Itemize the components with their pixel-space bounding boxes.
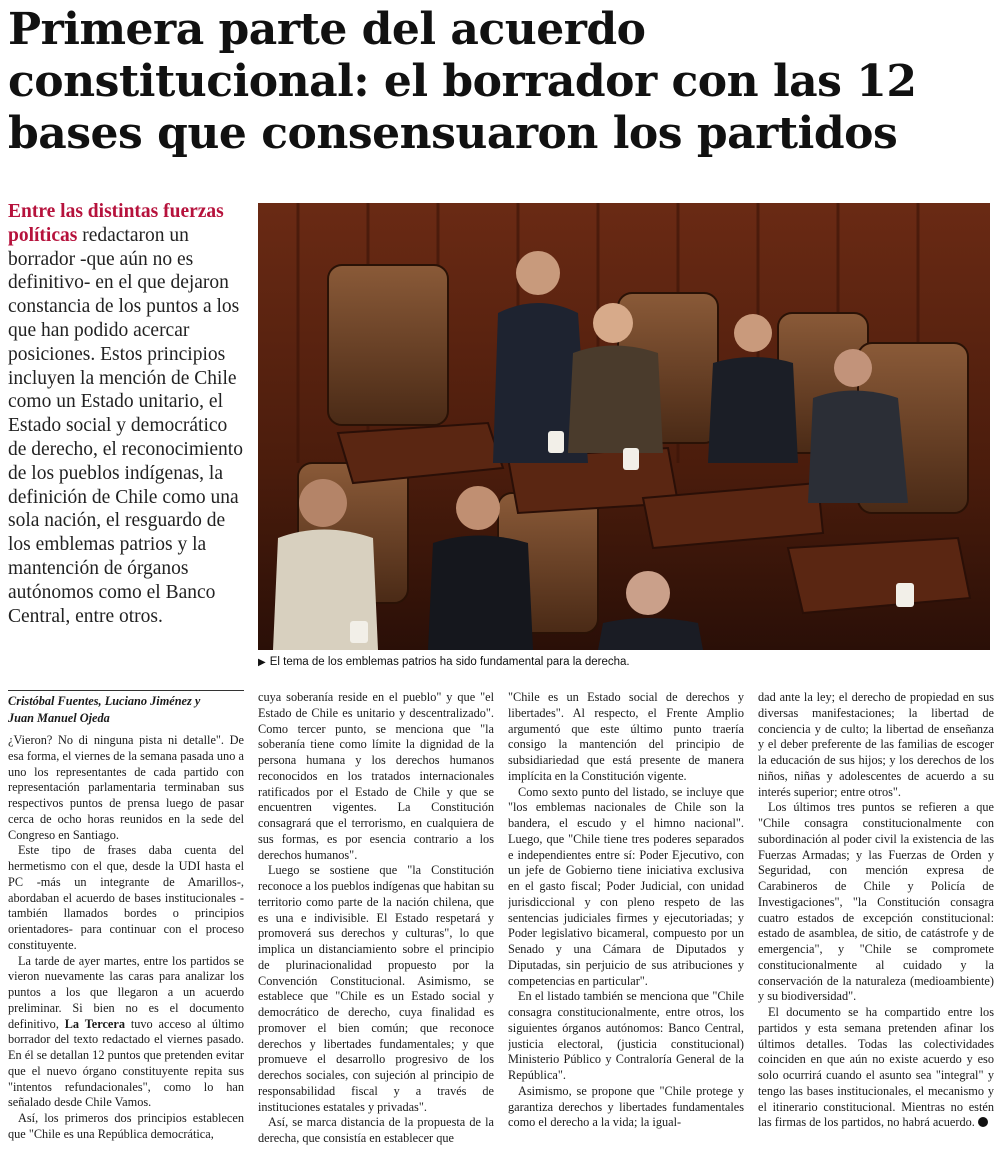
end-of-article-icon [978, 1117, 988, 1127]
article-lede [8, 200, 248, 628]
paragraph: ¿Vieron? No di ninguna pista ni detalle". De esa forma, el viernes de la semana pasada uno a uno los representantes de cada partido con representación parlamentaria terminaban sus respectivos puntos de prensa luego de pasar cerca de ocho horas reunidos en la sede del Congreso en Santiago. [8, 733, 244, 842]
paragraph: Los últimos tres puntos se refieren a que "Chile consagra constitucionalmente con subordinación al poder civil la existencia de las Fuerzas Armadas; y las Fuerzas de Orden y Seguridad, con mención expresa de Carabineros de Chile y Policía de Investigaciones", "la Constitución consagra cuatro estados de excepción constitucional: estado de asamblea, de sitio, de catástrofe y de emergencia", y "Chile se compromete constitucionalmente al cuidado y la conservación de la naturaleza (medioambiente) y su biodiversidad". [758, 800, 994, 1004]
paragraph [758, 1005, 994, 1131]
caption-text: El tema de los emblemas patrios ha sido fundamental para la derecha. [269, 656, 630, 668]
body-column-3 [508, 690, 744, 1162]
article-photo [258, 203, 990, 650]
paragraph [8, 954, 244, 1112]
paragraph: Este tipo de frases daba cuenta del hermetismo con el que, desde la UDI hasta el PC -más un integrante de Amarillos-, abordaban el acuerdo de bases institucionales -también llamados bordes o principios orientadores- para continuar con el proceso constituyente. [8, 843, 244, 952]
headline-line-1: Primera parte del acuerdo [8, 4, 646, 55]
paragraph: dad ante la ley; el derecho de propiedad en sus diversas manifestaciones; la libertad de conciencia y de culto; la libertad de enseñanza y el deber preferente de las familias de escoger la educación de sus hijos; y los derechos de los niños, niñas y adolescentes de acuerdo a su interés superior; entre otros". [758, 690, 994, 799]
paragraph: Asimismo, se propone que "Chile protege y garantiza derechos y libertades fundamentales como el derecho a la vida; la igual- [508, 1083, 744, 1130]
body-column-4 [758, 690, 994, 1162]
photo-caption [258, 655, 990, 670]
paragraph-text: tuvo acceso al último borrador del texto redactado el viernes pasado. En él se detallan 12 puntos que pretenden evitar que el nuevo órgano constituyente repita sus "intentos refundacionales", como lo han señalado desde Chile Vamos. [8, 1016, 244, 1110]
paragraph: Luego se sostiene que "la Constitución reconoce a los pueblos indígenas que habitan su territorio como parte de la nación chilena, que es una e indivisible. El Estado respetará y promoverá sus derechos y culturas", lo que implica un distanciamiento sobre el principio de plurinacionalidad propuesto por la Convención Constitucional. Asimismo, se establece que "Chile es un Estado social y democrático de derecho, cuya finalidad es promover el bien común; que reconoce derechos y libertades fundamentales; y que promueve el desarrollo progresivo de los derechos sociales, con sujeción al principio de responsabilidad fiscal y a través de instituciones estatales y privadas". [258, 863, 494, 1114]
body-column-1 [8, 690, 244, 1162]
publication-name: La Tercera [64, 1016, 125, 1031]
lede-accent: Entre las distintas fuerzas políticas [8, 201, 224, 246]
caption-marker-icon: ▶ [258, 657, 266, 668]
paragraph: "Chile es un Estado social de derechos y libertades". Al respecto, el Frente Amplio argumentó que este último punto traería consigo la mantención del principio de subsidiariedad que está presente de manera implícita en la Constitución vigente. [508, 690, 744, 783]
paragraph: En el listado también se menciona que "Chile consagra constitucionalmente, entre otros, los siguientes órganos autónomos: Banco Central, justicia electoral, (justicia constitucional) Ministerio Público y Contraloría General de la República". [508, 989, 744, 1082]
paragraph-text: La tarde de ayer martes, entre los partidos se vieron nuevamente las caras para analizar los puntos a los que llegaron a un acuerdo preliminar. Si bien no es el documento definitivo, [8, 953, 244, 1031]
congress-meeting-illustration [258, 203, 990, 650]
paragraph: Como sexto punto del listado, se incluye que "los emblemas nacionales de Chile son la bandera, el escudo y el himno nacional". Luego, que "Chile tiene tres poderes separados e independientes entre sí: Poder Ejecutivo, con un jefe de Gobierno tiene iniciativa exclusiva en el gasto fiscal; Poder Judicial, con unidad jurisdiccional y con pleno respeto de las sentencias judiciales firmes y ejecutoriadas; y Poder legislativo bicameral, compuesto por un Senado y una Cámara de Diputados y Diputadas, sin perjuicio de sus atribuciones y competencias en particular". [508, 784, 744, 988]
headline-line-3: bases que consensuaron los partidos [8, 108, 898, 159]
lede-text: redactaron un borrador -que aún no es definitivo- en el que dejaron constancia de los puntos a los que han podido acercar posiciones. Estos principios incluyen la mención de Chile como un Estado unitario, el Estado social y democrático de derecho, el reconocimiento de los pueblos indígenas, la definición de Chile como una sola nación, el resguardo de los emblemas patrios y la mantención de órganos autónomos como el Banco Central, entre otros. [8, 224, 243, 627]
body-column-2 [258, 690, 494, 1162]
byline-line-2: Juan Manuel Ojeda [8, 711, 110, 725]
paragraph: Así, se marca distancia de la propuesta de la derecha, que consistía en establecer que [258, 1115, 494, 1145]
paragraph: cuya soberanía reside en el pueblo" y que "el Estado de Chile es unitario y descentralizado". Como tercer punto, se menciona que "la soberanía tiene como límite la dignidad de la persona humana y los derechos humanos reconocidos en los tratados internacionales ratificados por el Estado de Chile y que se encuentren vigentes. La Constitución consagrará que el terrorismo, en cualquiera de sus formas, es por esencia contrario a los derechos humanos". [258, 690, 494, 862]
byline-line-1: Cristóbal Fuentes, Luciano Jiménez y [8, 694, 201, 708]
paragraph: Así, los primeros dos principios establecen que "Chile es una República democrática, [8, 1111, 244, 1141]
byline [8, 690, 244, 727]
article-headline [8, 4, 993, 160]
paragraph-text: El documento se ha compartido entre los partidos y esta semana pretenden afinar los últimos detalles. Todas las colectividades coinciden en que aún no existe acuerdo y eso solo ocurrirá cuando el asunto sea "integral" y tengo las bases institucionales, el mecanismo y el itinerario constitucional. Mientras no estén las firmas de los partidos, no habrá acuerdo. [758, 1005, 994, 1130]
headline-line-2: constitucional: el borrador con las 12 [8, 56, 917, 107]
